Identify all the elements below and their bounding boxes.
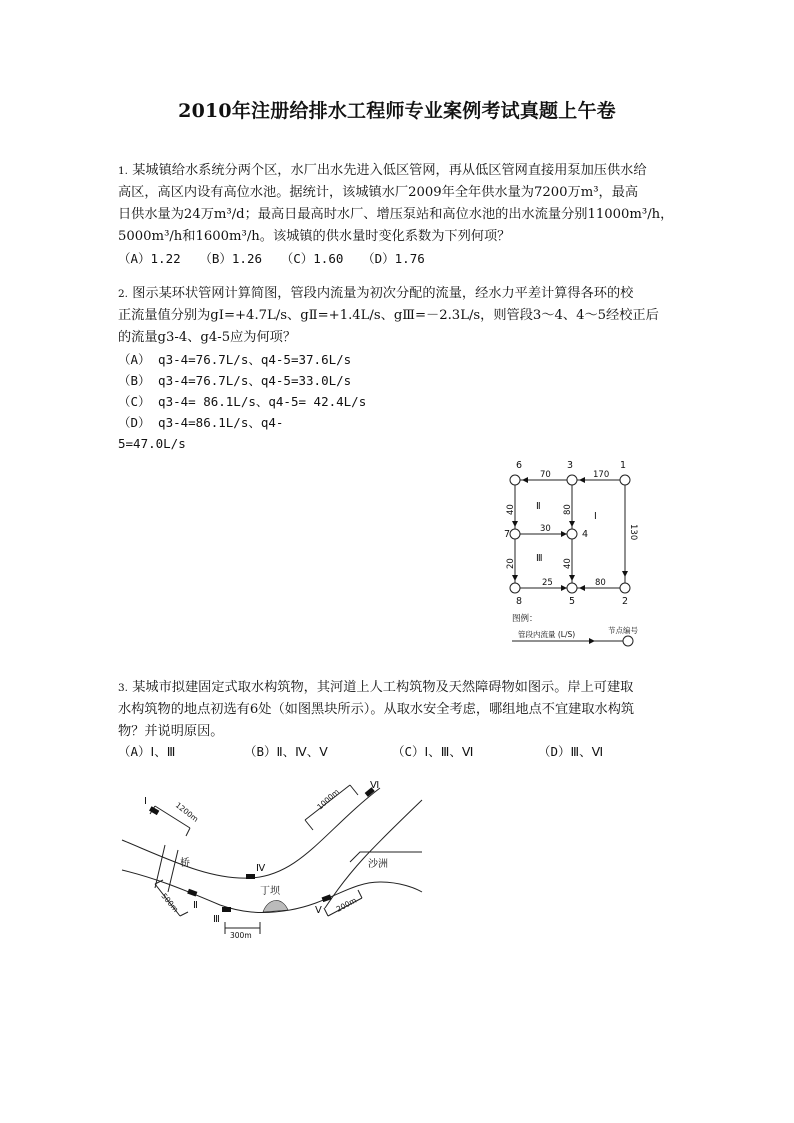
q2-line-2: 正流量值分别为gⅠ=+4.7L/s、gⅡ=+1.4L/s、gⅢ=－2.3L/s，则管段3～4、4～5经校正后 <box>118 308 659 323</box>
dim-200-label: 200m <box>334 895 359 914</box>
question-3 <box>118 677 688 743</box>
question-1 <box>118 160 688 269</box>
node-2: 2 <box>622 596 629 607</box>
right-bank <box>325 800 422 908</box>
q3-text-1: 某城市拟建固定式取水构筑物，其河道上人工构筑物及天然障碍物如图示。岸上可建取 <box>132 680 634 695</box>
flow-3-1: 170 <box>593 470 610 480</box>
flow-6-7: 40 <box>506 504 516 515</box>
flow-2-5: 80 <box>595 578 606 588</box>
ring-3: Ⅲ <box>536 553 543 564</box>
q1-number: 1. <box>118 165 129 177</box>
node-8: 8 <box>516 596 523 607</box>
site-1-label: Ⅰ <box>144 796 147 807</box>
dim-300-label: 300m <box>230 931 252 940</box>
q2-option-d: （D） q3-4=86.1L/s、q4- <box>118 415 284 430</box>
q2-option-d-cont: 5=47.0L/s <box>118 436 186 451</box>
dim-1200-label: 1200m <box>173 800 201 824</box>
site-4-block <box>246 874 255 879</box>
spur-dike <box>263 900 288 912</box>
pipe-network-diagram <box>490 452 670 652</box>
node-6: 6 <box>516 460 523 471</box>
q3-option-a: （A）Ⅰ、Ⅲ <box>118 744 176 759</box>
q3-line-2: 水构筑物的地点初选有6处（如图黑块所示）。从取水安全考虑，哪组地点不宜建取水构筑 <box>118 702 635 717</box>
site-6-label: Ⅵ <box>370 780 380 791</box>
q2-number: 2. <box>118 288 129 300</box>
question-2 <box>118 283 688 454</box>
flow-3-4: 80 <box>563 504 573 515</box>
bridge-label: 桥 <box>180 858 190 869</box>
q2-line-1 <box>118 283 688 305</box>
spur-dike-label: 丁坝 <box>260 886 280 897</box>
site-2-label: Ⅱ <box>193 900 198 911</box>
legend <box>512 613 638 646</box>
q1-line-1 <box>118 160 688 182</box>
node-4: 4 <box>582 529 589 540</box>
legend-node-label: 节点编号 <box>608 626 638 635</box>
river-diagram <box>110 770 440 950</box>
q3-line-3: 物？并说明原因。 <box>118 724 224 739</box>
flow-4-5: 40 <box>563 558 573 569</box>
q1-line-4: 5000m³/h和1600m³/h。该城镇的供水量时变化系数为下列何项？ <box>118 229 511 244</box>
q1-line-2: 高区，高区内设有高位水池。据统计，该城镇水厂2009年全年供水量为7200万m³，最高 <box>118 185 639 200</box>
ring-1: Ⅰ <box>594 511 597 522</box>
q1-options: （A）1.22 （B）1.26 （C）1.60 （D）1.76 <box>118 251 425 266</box>
flow-6-3: 70 <box>540 470 551 480</box>
flow-8-5: 25 <box>542 578 553 588</box>
site-2-block <box>187 889 197 897</box>
site-3-block <box>222 907 231 912</box>
q3-line-1 <box>118 677 688 699</box>
q2-option-c: （C） q3-4= 86.1L/s、q4-5= 42.4L/s <box>118 394 367 409</box>
node-7: 7 <box>504 529 511 540</box>
page-title: 2010年注册给排水工程师专业案例考试真题上午卷 <box>178 100 616 122</box>
dim-500-label: 500m <box>159 891 181 914</box>
dim-1000-label: 1000m <box>315 787 341 812</box>
q1-line-3: 日供水量为24万m³/d；最高日最高时水厂、增压泵站和高位水池的出水流量分别11000m³/h， <box>118 207 674 222</box>
ring-2: Ⅱ <box>536 501 541 512</box>
q2-option-b: （B） q3-4=76.7L/s、q4-5=33.0L/s <box>118 373 352 388</box>
node-1: 1 <box>620 460 627 471</box>
q1-text-1: 某城镇给水系统分两个区，水厂出水先进入低区管网，再从低区管网直接用泵加压供水给 <box>132 163 647 178</box>
q2-line-3: 的流量g3-4、g4-5应为何项？ <box>118 330 297 345</box>
q3-option-b: （B）Ⅱ、Ⅳ、Ⅴ <box>244 744 328 759</box>
flow-7-8: 20 <box>506 558 516 569</box>
site-3-label: Ⅲ <box>213 914 220 925</box>
q2-option-a: （A） q3-4=76.7L/s、q4-5=37.6L/s <box>118 352 352 367</box>
node-5: 5 <box>569 596 576 607</box>
flow-7-4: 30 <box>540 524 551 534</box>
flow-1-2: 130 <box>628 524 638 541</box>
node-3: 3 <box>567 460 574 471</box>
q3-number: 3. <box>118 682 129 694</box>
sandbar-label: 沙洲 <box>368 859 388 870</box>
site-5-label: Ⅴ <box>315 905 322 916</box>
legend-pipe-label: 管段内流量 (L/S) <box>518 630 576 639</box>
q3-option-d: （D）Ⅲ、Ⅵ <box>538 744 604 759</box>
site-4-label: Ⅳ <box>256 863 266 874</box>
q3-option-c: （C）Ⅰ、Ⅲ、Ⅵ <box>392 744 474 759</box>
legend-title: 图例： <box>512 614 538 624</box>
q2-text-1: 图示某环状管网计算简图，管段内流量为初次分配的流量，经水力平差计算得各环的校 <box>132 286 634 301</box>
